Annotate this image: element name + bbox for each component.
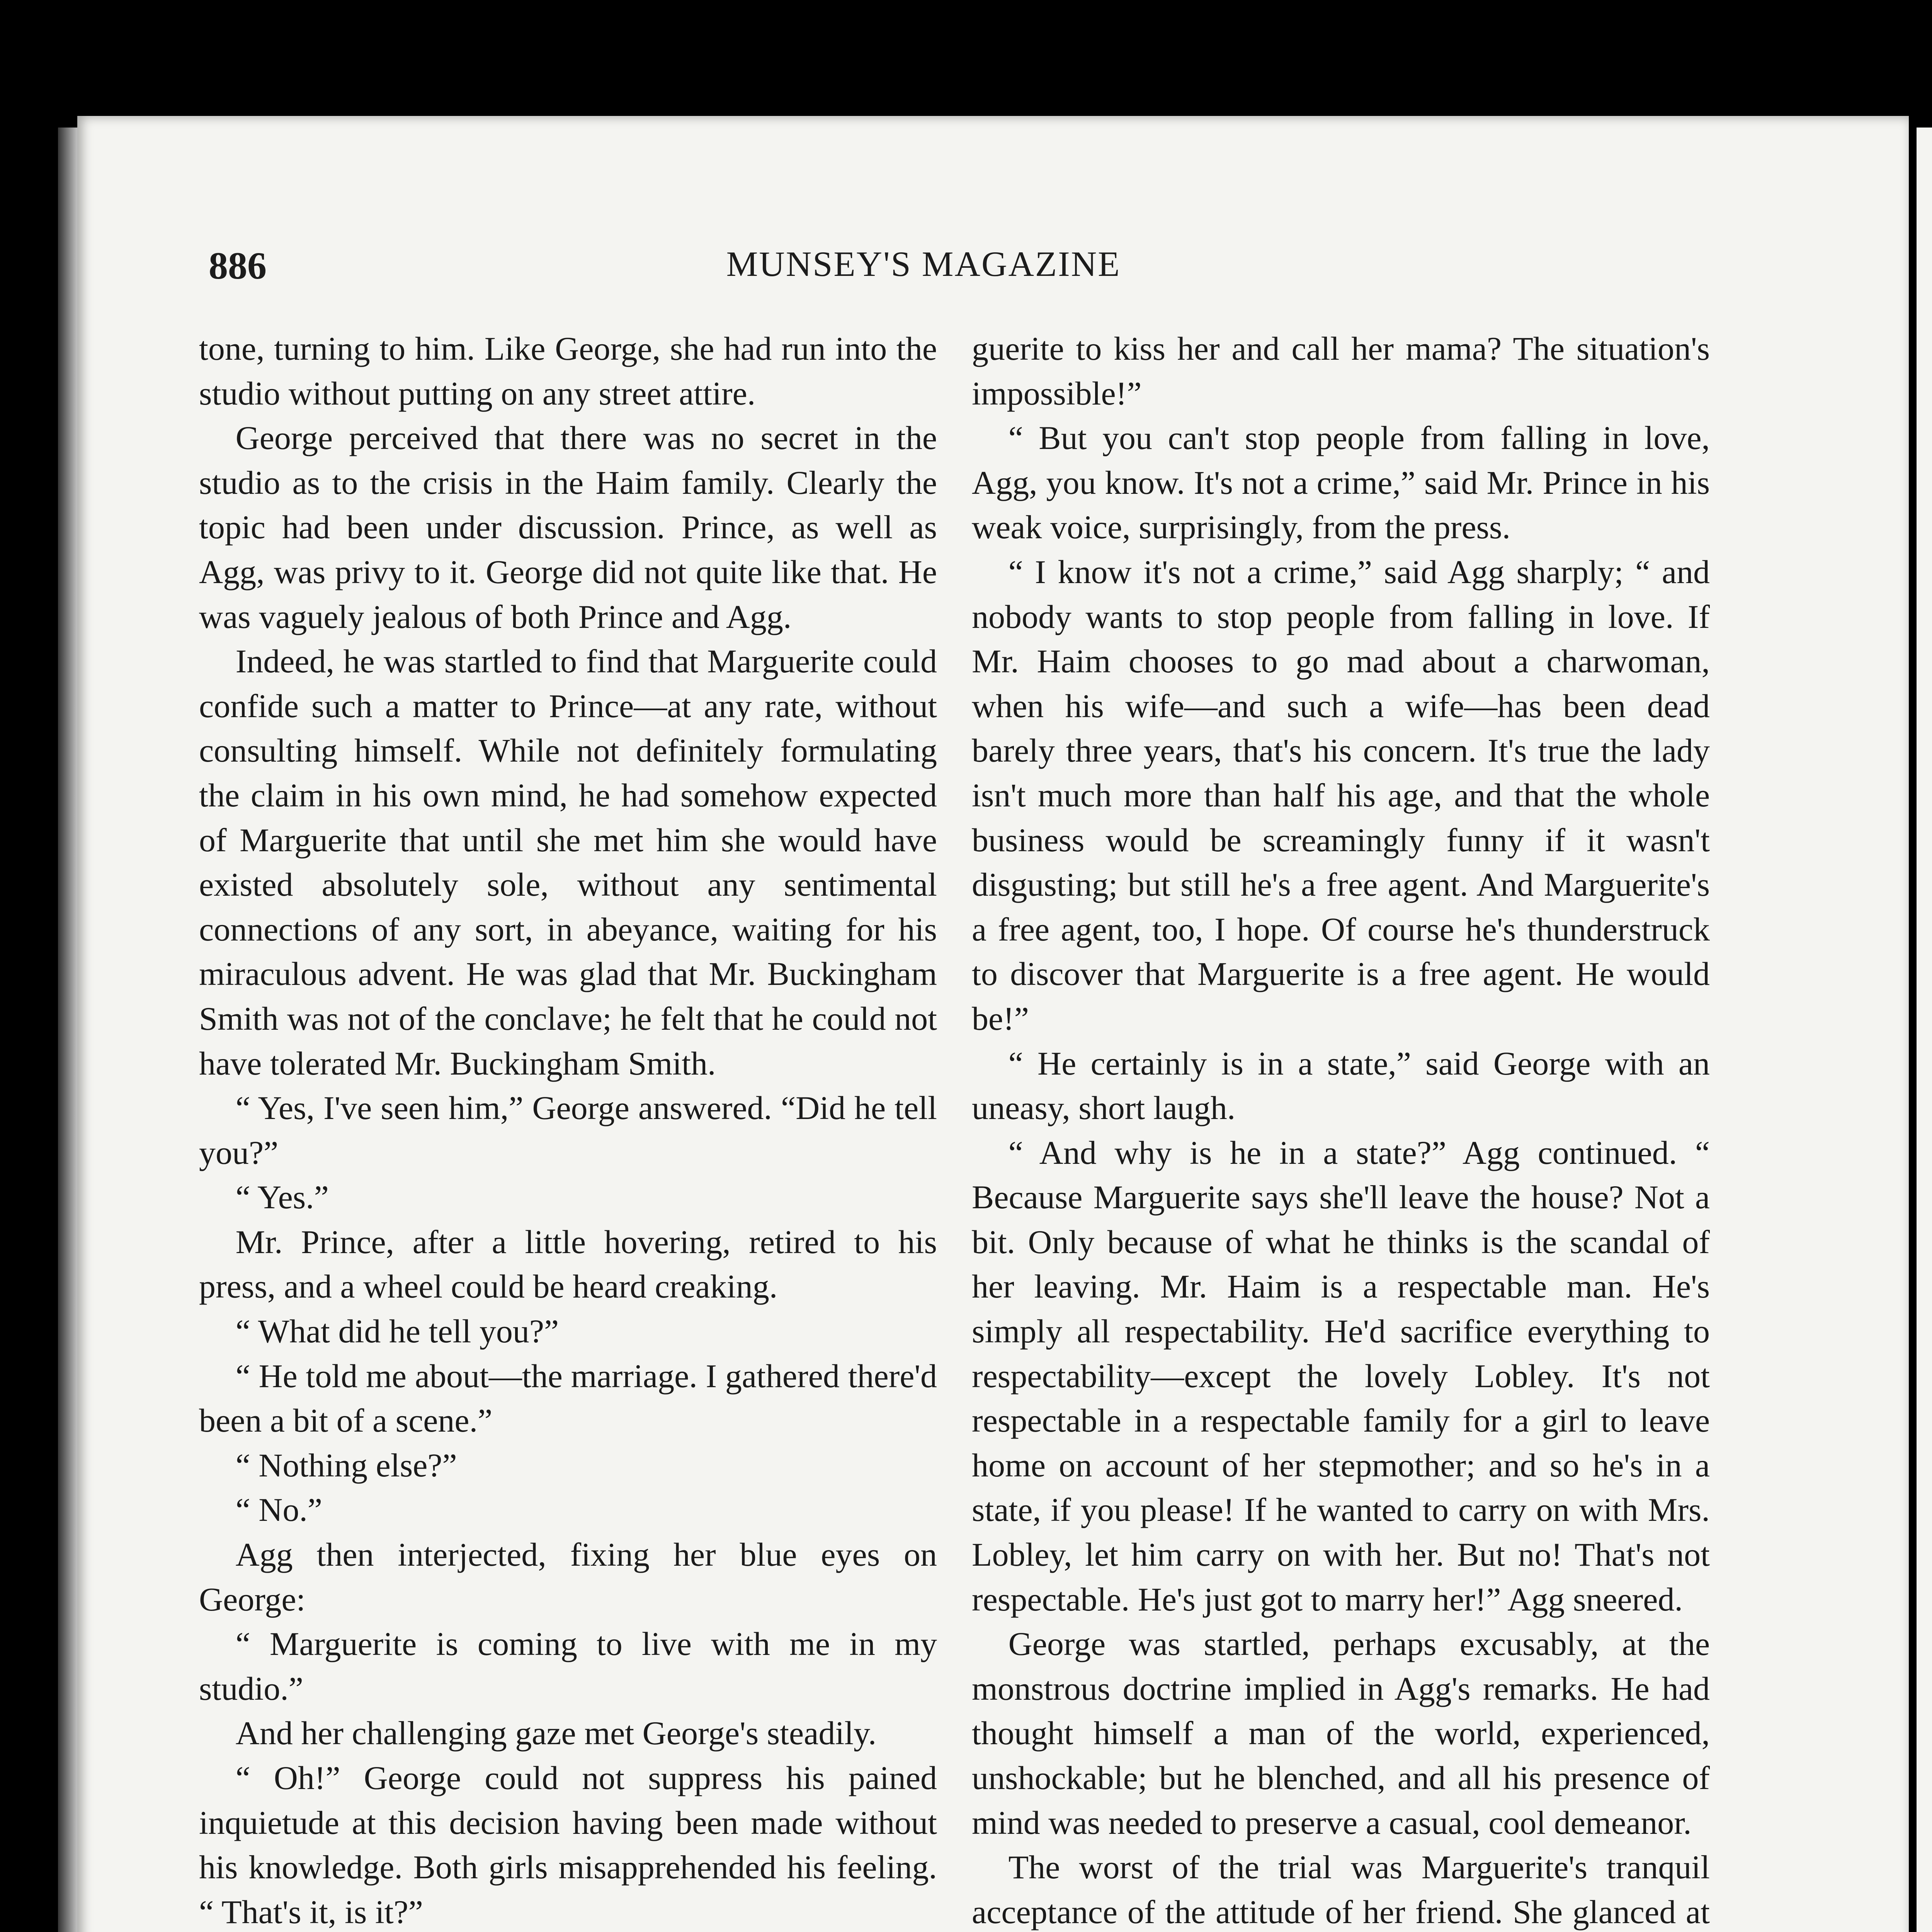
paragraph: Agg then interjected, fixing her blue eyes on George: <box>199 1536 937 1618</box>
paragraph: guerite to kiss her and call her mama? The situation's impossible!” <box>972 330 1710 412</box>
left-text-column <box>199 327 937 1932</box>
paragraph: Mr. Prince, after a little hovering, retired to his press, and a wheel could be heard creaking. <box>199 1223 937 1305</box>
paragraph: “ And why is he in a state?” Agg continued. “ Because Marguerite says she'll leave the house? Not a bit. Only because of what he thinks is the scandal of her leaving. Mr. Haim is a respectable man. He's simply all respectability. He'd sacrifice everything to respectability—except the lovely Lobley. It's not respectable in a respectable family for a girl to leave home on account of her stepmother; and so he's in a state, if you please! If he wanted to carry on with Mrs. Lobley, let him carry on with her. But no! That's not respectable. He's just got to marry her!” Agg sneered. <box>972 1134 1710 1618</box>
paragraph: “ Marguerite is coming to live with me in my studio.” <box>199 1625 937 1707</box>
paragraph: George perceived that there was no secret in the studio as to the crisis in the Haim family. Clearly the topic had been under discussion. Prince, as well as Agg, was privy to it. George did not quite like that. He was vaguely jealous of both Prince and Agg. <box>199 419 937 635</box>
right-text-column <box>972 327 1710 1932</box>
magazine-title: MUNSEY'S MAGAZINE <box>726 244 1121 284</box>
paragraph: George was startled, perhaps excusably, at the monstrous doctrine implied in Agg's remarks. He had thought himself a man of the world, experienced, unshockable; but he blenched, and all his presence of mind was needed to preserve a casual, cool demeanor. <box>972 1625 1710 1841</box>
paragraph: “ He certainly is in a state,” said George with an uneasy, short laugh. <box>972 1044 1710 1127</box>
paragraph: “ He told me about—the marriage. I gathered there'd been a bit of a scene.” <box>199 1357 937 1439</box>
paragraph: “ Yes, I've seen him,” George answered. “Did he tell you?” <box>199 1089 937 1171</box>
page-number: 886 <box>209 244 267 287</box>
paragraph: “ But you can't stop people from falling in love, Agg, you know. It's not a crime,” said Mr. Prince in his weak voice, surprisingly, from the press. <box>972 419 1710 546</box>
paragraph: “ What did he tell you?” <box>235 1313 559 1350</box>
paragraph: “ No.” <box>235 1491 323 1529</box>
paragraph: “ Oh!” George could not suppress his pained inquietude at this decision having been made without his knowledge. Both girls misapprehended his feeling. “ That's it, is it?” <box>199 1759 937 1930</box>
paragraph: And her challenging gaze met George's steadily. <box>235 1714 877 1752</box>
paragraph: tone, turning to him. Like George, she had run into the studio without putting on any street attire. <box>199 330 937 412</box>
facing-page-edge <box>1917 128 1932 1932</box>
paragraph: The worst of the trial was Marguerite's tranquil acceptance of the attitude of her friend. She glanced at <box>972 1849 1710 1930</box>
paragraph: “ Yes.” <box>235 1179 329 1216</box>
paragraph: “ I know it's not a crime,” said Agg sharply; “ and nobody wants to stop people from falling in love. If Mr. Haim chooses to go mad about a charwoman, when his wife—and such a wife—has been dead barely three years, that's his concern. It's true the lady isn't much more than half his age, and that the whole business would be screamingly funny if it wasn't disgusting; but still he's a free agent. And Marguerite's a free agent, too, I hope. Of course he's thunderstruck to discover that Marguerite is a free agent. He would be!” <box>972 553 1710 1037</box>
paragraph: Indeed, he was startled to find that Marguerite could confide such a matter to Prince—at any rate, without consulting himself. While not definitely formulating the claim in his own mind, he had somehow expected of Marguerite that until she met him she would have existed absolutely sole, without any sentimental connections of any sort, in abeyance, waiting for his miraculous advent. He was glad that Mr. Buckingham Smith was not of the conclave; he felt that he could not have tolerated Mr. Buckingham Smith. <box>199 643 937 1082</box>
running-head <box>122 243 1725 290</box>
paragraph: “ Nothing else?” <box>235 1446 457 1484</box>
